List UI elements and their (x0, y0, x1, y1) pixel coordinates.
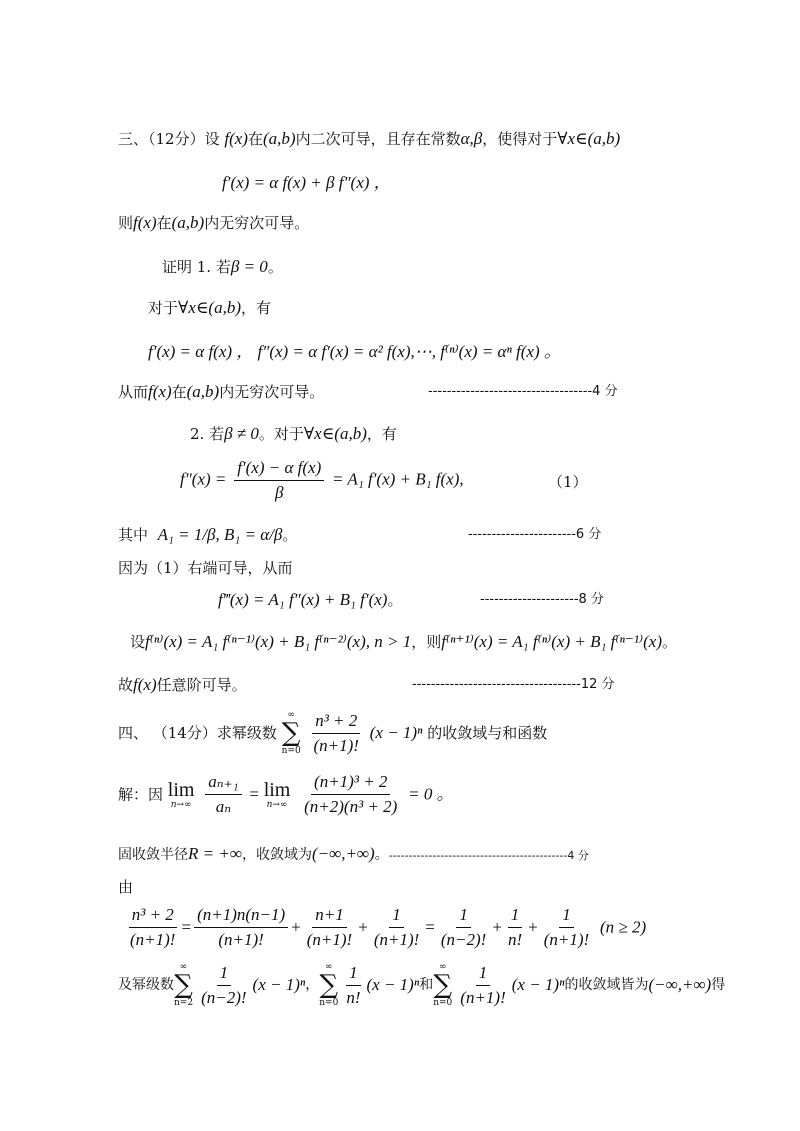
equation-3: f″(x) = $\frac{\text{f′(x) − α f(x)}}{\beta}$ = A₁ f′(x) + B₁ f(x), (180, 458, 464, 502)
lim-operator: lim n→∞ (167, 778, 195, 810)
sum-symbol-2: ∞ ∑ n=0 (319, 962, 339, 1008)
equation-1: f′(x) = α f(x) + β f″(x) ， (222, 173, 391, 192)
dec-r2-fraction: $\frac{1}{n!}$ (507, 905, 523, 949)
induction-line: 设f⁽ⁿ⁾(x) = A₁ f⁽ⁿ⁻¹⁾(x) + B₁ f⁽ⁿ⁻²⁾(x), n > 1，则f⁽ⁿ⁺¹⁾(x) = A₁ f⁽ⁿ⁾(x) + B₁ f⁽ⁿ⁻¹⁾(x)。 (130, 632, 678, 651)
score-8: ---------------------8 分 (480, 592, 604, 607)
s1-fraction: $\frac{1}{(n-2)!}$ (201, 962, 247, 1007)
score-4: -----------------------------------4 分 (428, 384, 618, 399)
radius-line: 固收敛半径R = +∞，收敛域为(−∞,+∞)。---------------------------------------------4 分 (118, 844, 589, 863)
plus-sign: + (358, 917, 368, 937)
statement-then: 则f(x)在(a,b)内无穷次可导。 (118, 213, 310, 232)
dec-t3-fraction: $\frac{1}{(n+1)!}$ (373, 905, 420, 949)
plus-sign: + (528, 917, 538, 937)
proof-case-2: 2. 若β ≠ 0。对于∀x∈(a,b)，有 (190, 424, 397, 443)
s2-fraction: $\frac{1}{n!}$ (346, 962, 361, 1007)
equation-4: f‴(x) = A₁ f″(x) + B₁ f′(x)。 (218, 590, 403, 609)
problem4-header: 四、 （14分）求幂级数 ∞ ∑ n=0 $\frac{\text{n³ + 2}}{(n+1)!}$ (x − 1)ⁿ 的收敛域与和函数 (118, 710, 548, 756)
problem3-header: 三、（12分）设 f(x)在(a,b)内二次可导，且存在常数α,β，使得对于∀x∈(a,b) (118, 129, 621, 148)
conclusion-1: 从而f(x)在(a,b)内无穷次可导。 (118, 382, 325, 401)
sum-symbol-1: ∞ ∑ n=2 (174, 962, 194, 1008)
forall-line: 对于∀x∈(a,b)，有 (148, 298, 271, 317)
dec-t1-fraction: $\frac{(n+1)n(n-1)}{(n+1)!}$ (194, 905, 288, 950)
equation-2: f′(x) = α f(x) ， f″(x) = α f′(x) = α² f(x),⋯, f⁽ⁿ⁾(x) = αⁿ f(x) 。 (148, 342, 561, 361)
dec-lhs-fraction: $\frac{\text{n³ + 2}}{(n+1)!}$ (130, 905, 176, 949)
eq3-fraction: $\frac{\text{f′(x) − α f(x)}}{\beta}$ (234, 458, 324, 503)
dec-r3-fraction: $\frac{1}{(n+1)!}$ (543, 905, 590, 949)
where-line: 其中 A₁ = 1/β, B₁ = α/β。 (118, 525, 298, 544)
from-label: 由 (118, 878, 134, 896)
final-line: 故f(x)任意阶可导。 (118, 675, 247, 694)
proof-case-1: 证明 1. 若β = 0。 (162, 257, 283, 276)
plus-sign: + (291, 917, 301, 937)
s3-fraction: $\frac{1}{(n+1)!}$ (460, 962, 506, 1007)
solution-limit: 解：因 lim n→∞ $\frac{\text{aₙ₊₁}}{\text{aₙ}}$ = lim n→∞ $\frac{\text{(n+1)³ + 2}}{\text{(n+2)(n³ + 2)}}$ = 0 。 (118, 772, 454, 816)
eq-sign: = (425, 917, 435, 937)
decomposition-equation: $\frac{\text{n³ + 2}}{(n+1)!}$ = $\frac{(n+1)n(n-1)}{(n+1)!}$ + $\frac{n+1}{(n+1)!}$ + $\frac{1}{(n+1)!}$ = $\frac{1}{(n-2)!}$ + $\frac{1}{n!}$ + $\frac{1}{(n+1)!}$ (n ≥ 2) (124, 905, 646, 950)
dec-t2-fraction: $\frac{n+1}{(n+1)!}$ (306, 905, 353, 949)
dec-r1-fraction: $\frac{1}{(n-2)!}$ (440, 905, 487, 949)
limit-fraction: $\frac{\text{(n+1)³ + 2}}{\text{(n+2)(n³ + 2)}}$ (304, 772, 398, 816)
lim-operator-2: lim n→∞ (263, 778, 291, 810)
because-line: 因为（1）右端可导，从而 (118, 559, 293, 577)
series-line: 及幂级数 ∞ ∑ n=2 $\frac{1}{(n-2)!}$ (x − 1)ⁿ， ∞ ∑ n=0 $\frac{1}{n!}$ (x − 1)ⁿ和 ∞ ∑ n=0 $\frac{1}{(n+1)!}$ (x − 1)ⁿ的收敛域皆为(−∞,+∞)得 (118, 962, 726, 1008)
equation-label-1: （1） (548, 473, 588, 491)
series-term-fraction: $\frac{\text{n³ + 2}}{(n+1)!}$ (313, 710, 359, 755)
plus-sign: + (492, 917, 502, 937)
eq-sign: = (181, 917, 192, 937)
sum-symbol-3: ∞ ∑ n=0 (433, 962, 453, 1008)
score-6: -----------------------6 分 (468, 527, 602, 542)
sum-symbol: ∞ ∑ n=0 (281, 710, 301, 756)
ratio-fraction: $\frac{\text{aₙ₊₁}}{\text{aₙ}}$ (205, 772, 241, 817)
score-12: ------------------------------------12 分 (412, 677, 615, 692)
